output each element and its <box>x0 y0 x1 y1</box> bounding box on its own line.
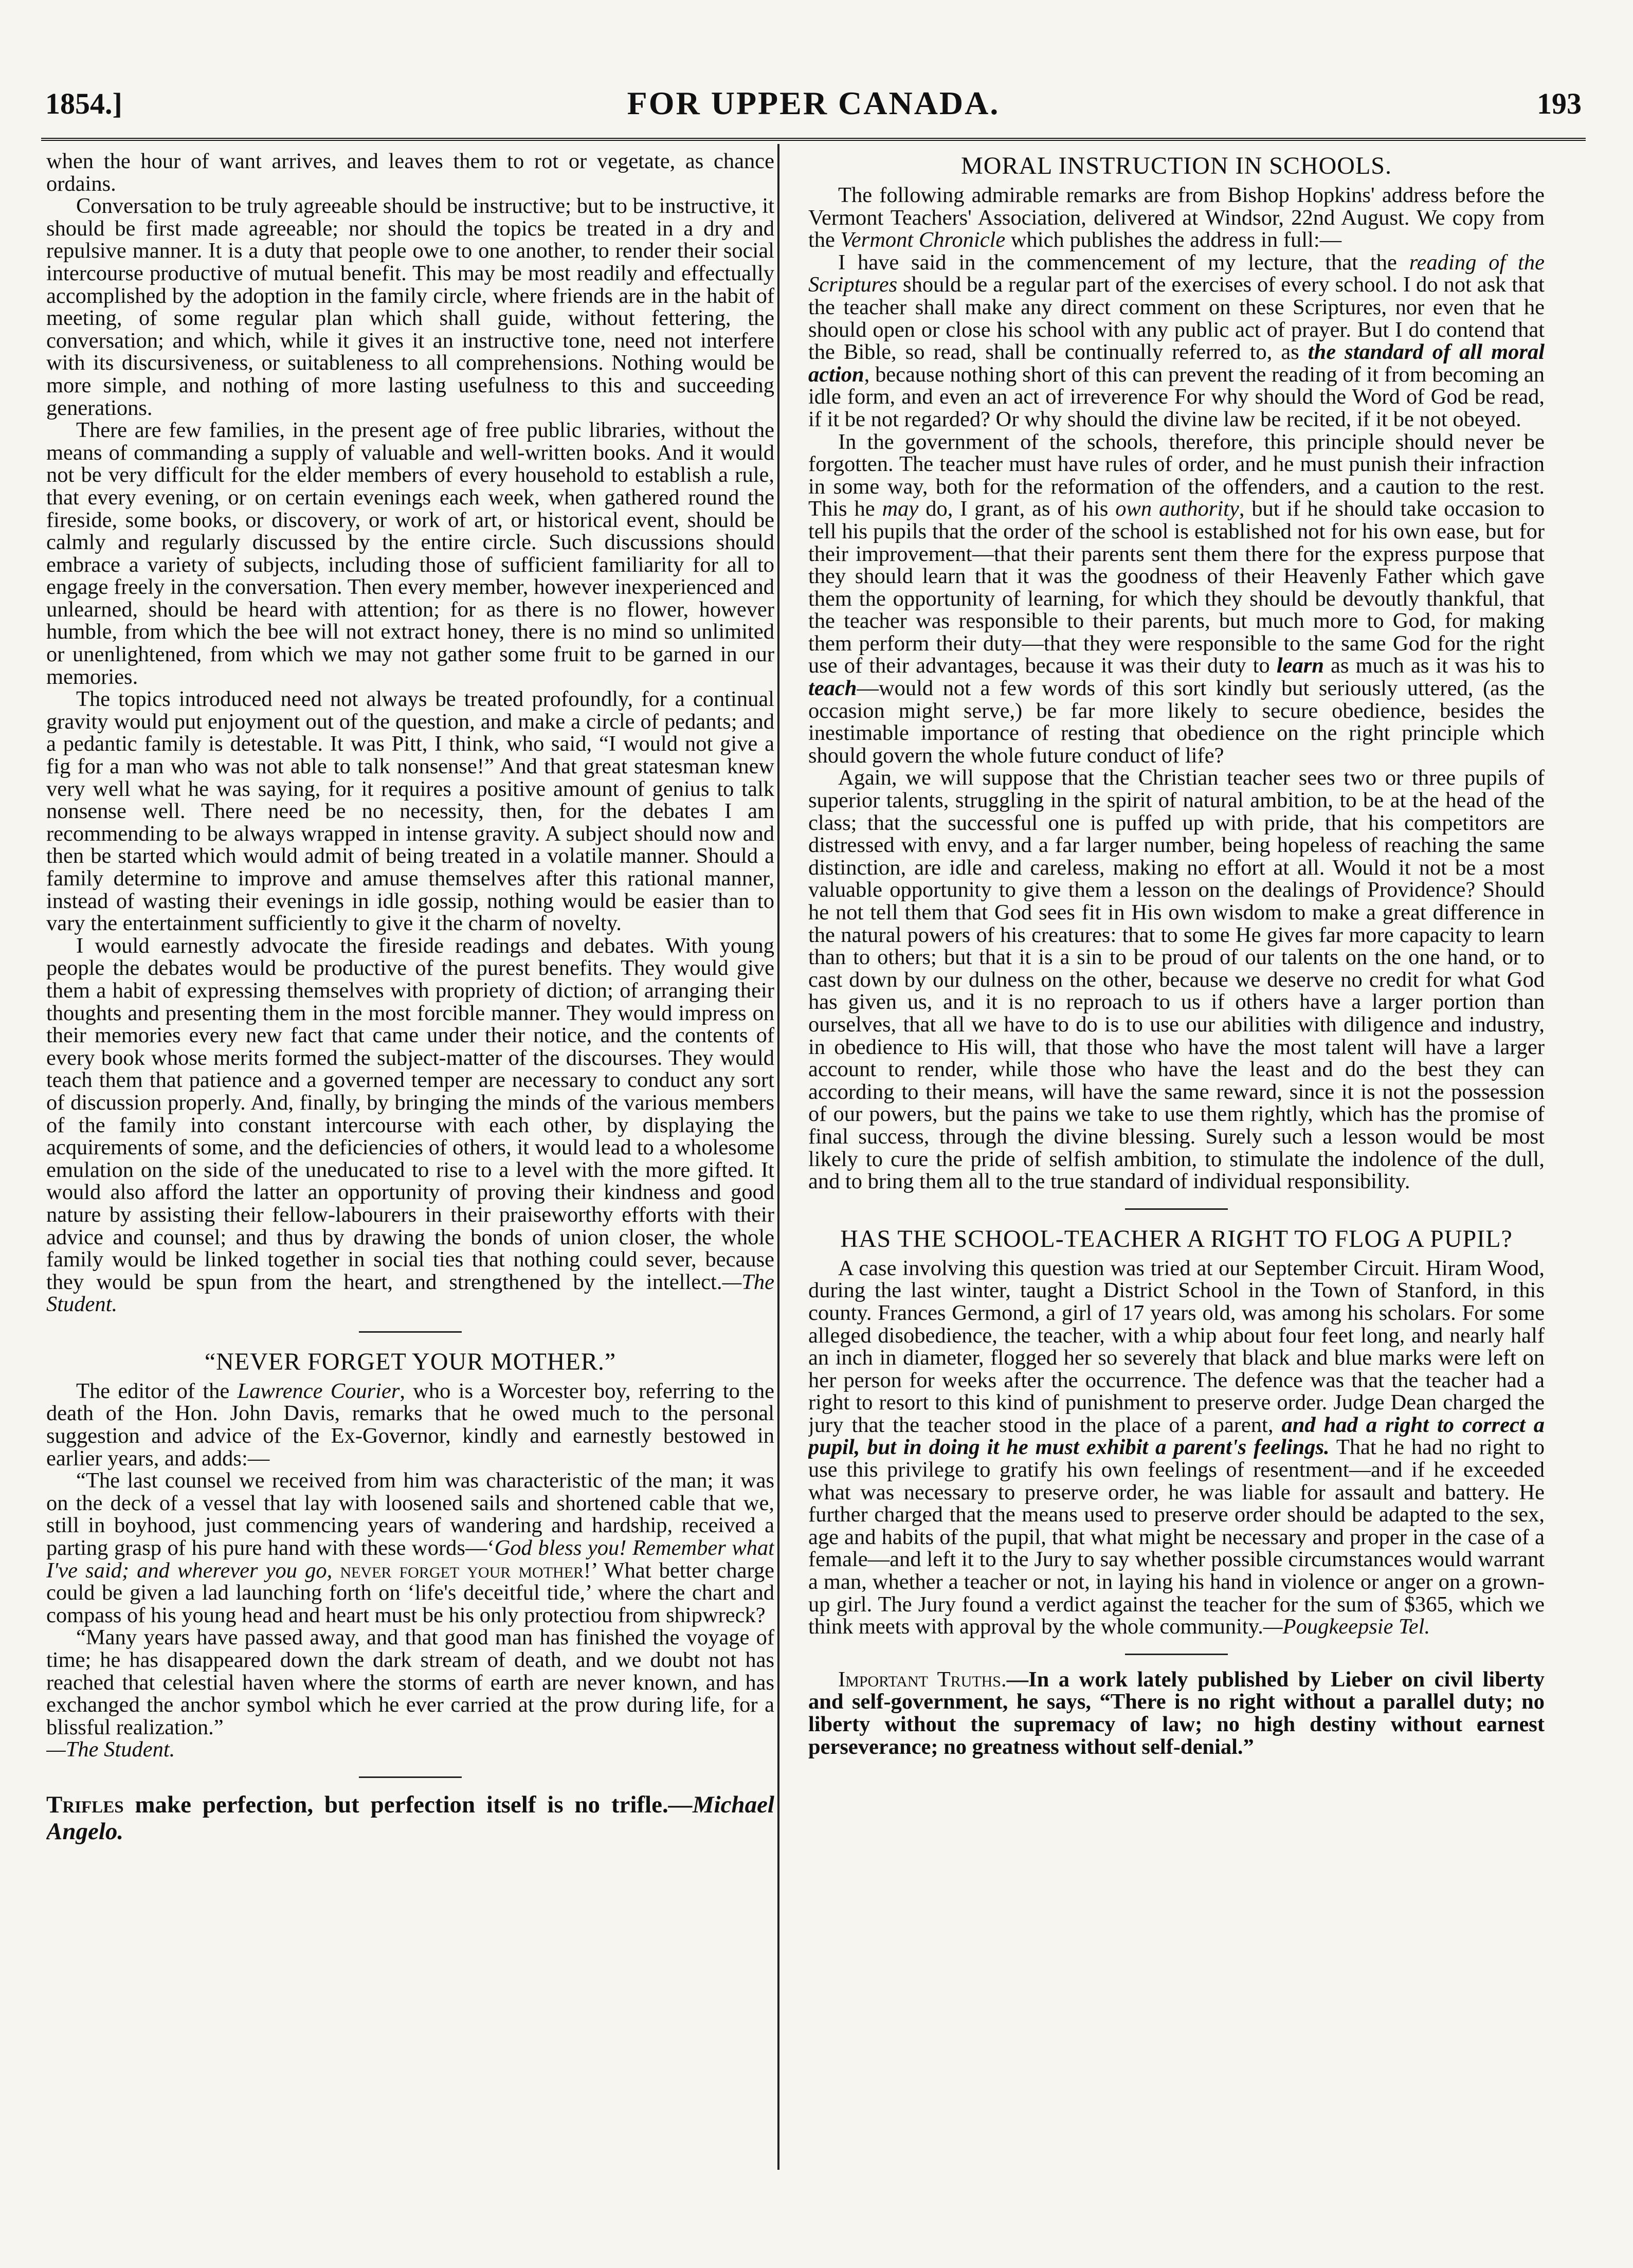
paragraph-text: , but if he should take occasion to tell his pupils that the order of the school is established not for his own ease, but for their improvement—that their parents sent them there for the express purpose that they should learn that it was the goodness of their Heavenly Father which gave them the opportunity of learning, for which they should be devoutly thankful, that the teacher was responsible to their parents, but much more to God, for making them perform their duty—that they were responsible to the same God for the right use of their advantages, because it was their duty to <box>808 497 1545 678</box>
paragraph-text: !’ What better charge could be given a lad launching forth on ‘life's deceitful tide,’ where the chart and compass of his young head and heart must be his only protectiou from shipwreck? <box>46 1558 774 1627</box>
run-in-heading: Important Truths. <box>838 1667 1007 1692</box>
paragraph: Again, we will suppose that the Christian teacher sees two or three pupils of superior talents, struggling in the spirit of natural ambition, to be at the head of the class; that the successful one is puffed up with pride, that his competitors are distressed with envy, and a far larger number, being hopeless of reaching the same distinction, are idle and careless, making no effort at all. Would it not be a most valuable opportunity to give them a lesson on the dealings of Providence? Should he not tell them that God sees fit in His own wisdom to make a great difference in the natural powers of his creatures: that to some He gives far more capacity to learn than to others; but that it is a sin to be proud of our talents on the one hand, or to cast down by our dulness on the other, because we deserve no credit for what God has given us, and it is no reproach to us if others have a larger portion than ourselves, that all we have to do is to use our abilities with diligence and industry, in obedience to His will, that those who have the most talent will have a larger account to render, while those who have the least and do the best they can according to their means, will have the same reward, since it is not the possession of our powers, but the pains we take to use them rightly, which has the promise of final success, through the divine blessing. Surely such a lesson would be most likely to cure the pride of selfish ambition, to stimulate the indolence of the dull, and to bring them all to the true standard of individual responsibility. <box>808 766 1545 1194</box>
page-header <box>45 77 1582 134</box>
paragraph: “Many years have passed away, and that good man has finished the voyage of time; he has disappeared down the dark stream of death, and we doubt not has reached that celestial haven where the storms of earth are never known, and has exchanged the anchor symbol which he ever carried at the prow during life, for a blissful realization.” <box>46 1625 774 1739</box>
paragraph-text: A case involving this question was tried at our September Circuit. Hiram Wood, during the last winter, taught a District School in the Town of Stanford, in this county. Frances Germond, a girl of 17 years old, was among his scholars. For some alleged disobedience, the teacher, with a whip about four feet long, and nearly half an inch in diameter, flogged her so severely that black and blue marks were left on her person for weeks after the occurrence. The defence was that the teacher had a right to resort to this kind of punishment to preserve order. Judge Dean charged the jury that the teacher stood in the place of a parent, <box>808 1256 1545 1437</box>
paragraph <box>808 431 1545 767</box>
paragraph-text: In the government of the schools, therefore, this principle should never be forgotten. The teacher must have rules of order, and he must punish their infraction in some way, both for the reformation of the offenders, and a caution to the rest. This he <box>808 429 1545 521</box>
paragraph-text: , who is a Worcester boy, referring to the death of the Hon. John Davis, remarks that he owed much to the personal suggestion and advice of the Ex-Governor, kindly and earnestly bestowed in earlier years, and adds:— <box>46 1378 774 1471</box>
paragraph: Conversation to be truly agreeable should be instructive; but to be instructive, it should be first made agreeable; nor should the topics be treated in a dry and repulsive manner. It is a duty that people owe to one another, to render their social intercourse productive of mutual benefit. This may be most readily and effectually accomplished by the adoption in the family circle, where friends are in the habit of meeting, of some regular plan which shall guide, without fettering, the conversation; and which, while it gives it an instructive tone, need not interfere with its discursiveness, or suitableness to all comprehensions. Nothing would be more simple, and nothing of more lasting usefulness to this and succeeding generations. <box>46 194 774 420</box>
paragraph-text: do, I grant, as of his <box>918 497 1116 521</box>
section-separator <box>359 1776 462 1778</box>
paragraph-text: “The last counsel we received from him was characteristic of the man; it was on the deck of a vessel that lay with loosened sails and shortened cable that we, still in boyhood, just commencing years of wandering and hardship, received a parting grasp of his pure hand with these words—‘ <box>46 1468 774 1561</box>
paragraph-text: The editor of the <box>76 1378 238 1403</box>
emphasis-text: teach <box>808 676 857 701</box>
paragraph: The topics introduced need not always be treated profoundly, for a continual gravity would put enjoyment out of the question, and make a circle of pedants; and a pedantic family is detestable. It was Pitt, I think, who said, “I would not give a fig for a man who was not able to talk nonsense!” And that great statesman knew very well what he was saying, for it requires a positive amount of genius to talk nonsense well. There need be no necessity, then, for the debates I am recommending to be always wrapped in intense gravity. A subject should now and then be started which would admit of being treated in a volatile manner. Should a family determine to improve and amuse themselves after this rational manner, instead of wasting their evenings in idle gossip, nothing would be easier than to vary the entertainment sufficiently to give it the charm of novelty. <box>46 687 774 936</box>
emphasis-text: and had a right to correct a pupil, but in doing it he must exhibit a parent's feelings. <box>808 1412 1545 1460</box>
paragraph-text: , because nothing short of this can prevent the reading of it from becoming an idle form, and even an act of irreverence For why should the Word of God be read, if it be not regarded? Or why should the divine law be recited, if it be not obeyed. <box>808 362 1545 431</box>
paragraph <box>46 1791 774 1845</box>
source-credit: —Pougkeepsie Tel. <box>1263 1614 1430 1639</box>
column-divider <box>777 144 779 2170</box>
emphasis-text: the standard of all moral action <box>808 340 1545 387</box>
article-heading: HAS THE SCHOOL-TEACHER A RIGHT TO FLOG A PUPIL? <box>840 1225 1513 1253</box>
paragraph-text: —In a work lately published by Lieber on civil liberty and self-government, he says, “There is no right without a parallel duty; no liberty without the supremacy of law; no high destiny without earnest perseverance; no greatness without self-denial.” <box>808 1667 1545 1759</box>
paragraph: when the hour of want arrives, and leaves them to rot or vegetate, as chance ordains. <box>46 150 774 196</box>
newspaper-name: Vermont Chronicle <box>840 228 1006 252</box>
newspaper-name: Lawrence Courier <box>237 1378 400 1403</box>
run-in-heading: Trifles <box>46 1791 124 1818</box>
section-separator <box>359 1331 462 1333</box>
paragraph-text: I would earnestly advocate the fireside readings and debates. With young people the debates would be productive of the purest benefits. They would give them a habit of expressing themselves with propriety of diction; of arranging their thoughts and presenting them in the most forcible manner. They would impress on their memories every new fact that came under their notice, and the contents of every book whose merits formed the subject-matter of the discourses. They would teach them that patience and a governed temper are necessary to conduct any sort of discussion properly. And, finally, by bringing the minds of the various members of the family into constant intercourse with each other, by displaying the acquirements of some, and the deficiencies of others, it would lead to a wholesome emulation on the side of the uneducated to rise to a level with the more gifted. It would also afford the latter an opportunity of proving their kindness and good nature by assisting their fellow-labourers in their praiseworthy efforts with their advice and counsel; and thus by drawing the bonds of union closer, the whole family would be linked together in social ties that nothing could sever, because they would be spun from the heart, and strengthened by the intellect. <box>46 933 774 1294</box>
paragraph-text: The following admirable remarks are from Bishop Hopkins' address before the Vermont Teachers' Association, delivered at Windsor, 22nd August. We copy from the <box>808 183 1545 252</box>
page-number: 193 <box>1537 87 1582 120</box>
paragraph-text: should be a regular part of the exercises of every school. I do not ask that the teacher shall make any direct comment on these Scriptures, nor even that he should open or close his school with any public act of prayer. But I do contend that the Bible, so read, shall be continually referred to, as <box>808 273 1545 365</box>
paragraph <box>46 1380 774 1469</box>
source-credit: —The Student. <box>46 1269 774 1317</box>
emphasis-text: reading of the Scriptures <box>808 250 1545 297</box>
paragraph <box>46 935 774 1316</box>
paragraph-text: make perfection, but perfection itself is no trifle. <box>123 1791 668 1818</box>
header-title: FOR UPPER CANADA. <box>627 85 1000 121</box>
header-date: 1854.] <box>45 87 122 120</box>
article-heading: MORAL INSTRUCTION IN SCHOOLS. <box>961 152 1392 179</box>
section-separator <box>1125 1208 1228 1210</box>
paragraph-text: That he had no right to use this privilege to gratify his own feelings of resentment—and if he exceeded what was necessary to preserve order, he was liable for assault and battery. He further charged that the means used to preserve order should be adapted to the sex, age and habits of the pupil, that what might be necessary and proper in the case of a female—and left it to the Jury to say whether possible circumstances would warrant a man, whether a teacher or not, in laying his hand in violence or anger on a grown-up girl. The Jury found a verdict against the teacher for the sum of $365, which we think meets with approval by the whole community. <box>808 1435 1545 1639</box>
paragraph <box>46 1469 774 1626</box>
paragraph <box>808 1668 1545 1758</box>
emphasis-text: own authority <box>1115 497 1239 521</box>
paragraph <box>808 184 1545 251</box>
emphasis-text: may <box>882 497 919 521</box>
header-rule <box>41 138 1586 141</box>
section-separator <box>1125 1654 1228 1655</box>
emphasis-text: never forget your mother <box>332 1558 584 1583</box>
paragraph: There are few families, in the present age of free public libraries, without the means of commanding a supply of valuable and well-written books. And it would not be very difficult for the elder members of every household to establish a rule, that every evening, or on certain evenings each week, when gathered round the fireside, some books, or discovery, or work of art, or historical event, should be calmly and regularly discussed by the entire circle. Such discussions should embrace a variety of subjects, including those of sufficient familiarity for all to engage freely in the conversation. Then every member, however inexperienced and unlearned, should be heard with attention; for as there is no flower, however humble, from which the bee will not extract honey, there is no mind so unlimited or unenlightened, from which we may not gather some fruit to be garned in our memories. <box>46 418 774 689</box>
paragraph <box>808 1257 1545 1638</box>
quoted-words: God bless you! Remember what I've said; and wherever you go, <box>46 1536 774 1583</box>
source-credit: —The Student. <box>46 1737 175 1762</box>
source-credit: —Michael Angelo. <box>46 1791 774 1845</box>
paragraph-text: as much as it was his to <box>1323 654 1545 678</box>
left-column <box>46 150 774 2186</box>
article-heading: “NEVER FORGET YOUR MOTHER.” <box>204 1348 616 1375</box>
paragraph-text: which publishes the address in full:— <box>1005 228 1342 252</box>
paragraph-text: —would not a few words of this sort kindly but seriously uttered, (as the occasion might serve,) be far more likely to secure obedience, besides the inestimable importance of resting that obedience on the right principle which should govern the whole future conduct of life? <box>808 676 1545 768</box>
right-column <box>808 150 1545 2186</box>
emphasis-text: learn <box>1276 654 1324 678</box>
paragraph <box>808 251 1545 431</box>
paragraph-text: I have said in the commencement of my lecture, that the <box>838 250 1409 275</box>
